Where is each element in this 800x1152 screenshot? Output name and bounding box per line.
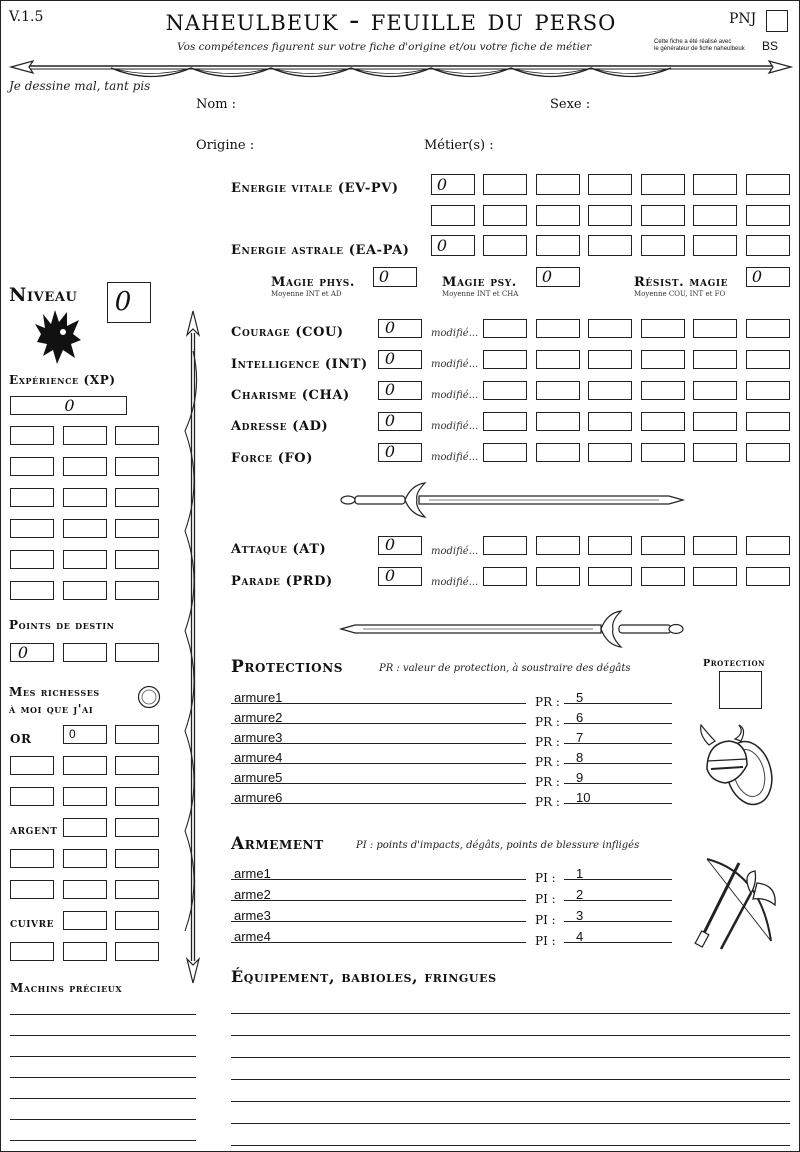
sword-icon [339,479,685,521]
stat-modifier-box[interactable] [588,381,632,400]
stat-modifier-box[interactable] [641,319,685,338]
ea-box[interactable] [693,235,737,256]
stat-value: 0 [384,349,396,368]
stat-modifier-box[interactable] [536,350,580,369]
combat-modifier-box[interactable] [693,536,737,555]
combat-modifier-box[interactable] [536,536,580,555]
stat-modifier-box[interactable] [693,319,737,338]
armor-name: armure1 [234,690,283,705]
ev-box[interactable] [431,205,475,226]
or-label: OR [10,732,32,746]
or-box[interactable] [10,756,54,775]
armor-line[interactable] [231,803,526,804]
equipment-line[interactable] [231,1079,790,1080]
ev-box[interactable] [641,174,685,195]
ea-box[interactable] [431,235,475,256]
ev-value: 0 [436,175,448,194]
ev-label: Energie vitale (EV-PV) [231,181,399,196]
weapon-pi-line[interactable] [564,900,672,901]
stat-modifier-box[interactable] [641,381,685,400]
armor-pr-line[interactable] [564,803,672,804]
stat-modifier-box[interactable] [536,381,580,400]
ev-box[interactable] [746,205,790,226]
weapon-pi: 1 [576,866,584,881]
combat-modifier-box[interactable] [536,567,580,586]
combat-modifier-box[interactable] [483,567,527,586]
magie-phys-box[interactable] [373,267,417,287]
resist-magie-value: 0 [751,267,763,286]
ev-box[interactable] [536,205,580,226]
armor-pr: 8 [576,750,584,765]
origine-label: Origine : [196,138,255,153]
modifier-label: modifié... [431,328,479,339]
armor-pr: 5 [576,690,584,705]
armor-line[interactable] [231,763,526,764]
combat-value: 0 [384,535,396,554]
stat-value-box[interactable] [378,443,422,462]
ev-box[interactable] [483,205,527,226]
magie-psy-value: 0 [541,267,553,286]
stat-value: 0 [384,380,396,399]
armor-line[interactable] [231,743,526,744]
argent-box[interactable] [115,880,159,899]
weapon-line[interactable] [231,942,526,943]
combat-label: Attaque (AT) [231,542,327,557]
xp-box[interactable] [63,457,107,476]
argent-box[interactable] [115,849,159,868]
or-box[interactable] [115,725,159,744]
armor-line[interactable] [231,703,526,704]
modifier-label: modifié... [431,390,479,401]
stat-modifier-box[interactable] [746,319,790,338]
cuivre-box[interactable] [10,942,54,961]
pi-label: PI : [535,892,556,906]
armor-pr-line[interactable] [564,743,672,744]
argent-box[interactable] [10,849,54,868]
combat-modifier-box[interactable] [483,536,527,555]
destin-box[interactable] [10,643,54,662]
xp-box[interactable] [115,457,159,476]
weapon-pi: 4 [576,929,584,944]
combat-value: 0 [384,566,396,585]
weapon-name: arme3 [234,908,271,923]
xp-total-box[interactable] [10,396,127,415]
ev-box[interactable] [483,174,527,195]
stat-modifier-box[interactable] [746,443,790,462]
xp-box[interactable] [115,488,159,507]
sword-icon [339,609,685,649]
magie-phys-label: Magie phys. [271,275,355,290]
sheet-title: naheulbeuk - feuille du perso [165,3,617,38]
argent-box[interactable] [115,818,159,837]
armor-name: armure6 [234,790,283,805]
xp-box[interactable] [10,426,54,445]
pr-label: PR : [535,715,560,729]
stat-modifier-box[interactable] [588,319,632,338]
armor-line[interactable] [231,723,526,724]
equipment-line[interactable] [231,1013,790,1014]
combat-modifier-box[interactable] [693,567,737,586]
or-box[interactable] [10,787,54,806]
protections-note: PR : valeur de protection, à soustraire des dégâts [379,663,631,674]
niveau-label: Niveau [9,284,78,306]
protection-total-label: Protection [703,658,766,669]
combat-modifier-box[interactable] [746,536,790,555]
stat-modifier-box[interactable] [588,412,632,431]
ev-box[interactable] [536,174,580,195]
armor-line[interactable] [231,783,526,784]
xp-box[interactable] [10,519,54,538]
cuivre-box[interactable] [115,911,159,930]
stat-modifier-box[interactable] [746,350,790,369]
pi-label: PI : [535,871,556,885]
richesses-label-2: à moi que j'ai [9,702,94,716]
ea-box[interactable] [588,235,632,256]
equipment-line[interactable] [231,1101,790,1102]
nom-label: Nom : [196,97,237,112]
cuivre-box[interactable] [115,942,159,961]
generator-note [654,39,745,53]
stat-modifier-box[interactable] [641,443,685,462]
weapon-line[interactable] [231,879,526,880]
xp-box[interactable] [10,457,54,476]
magie-psy-sub: Moyenne INT et CHA [442,290,519,298]
stat-modifier-box[interactable] [693,443,737,462]
argent-box[interactable] [10,880,54,899]
xp-box[interactable] [115,581,159,600]
dragon-icon [35,306,83,366]
argent-label: ARGENT [10,827,58,837]
weapon-name: arme4 [234,929,271,944]
stat-modifier-box[interactable] [588,443,632,462]
modifier-label: modifié... [431,577,479,588]
generator-note-line2: le générateur de fiche naheulbeuk [654,46,745,52]
sexe-label: Sexe : [550,97,591,112]
argent-box[interactable] [63,849,107,868]
armor-pr-line[interactable] [564,723,672,724]
precious-line[interactable] [10,1056,196,1057]
richesses-label-1: Mes richesses [9,685,100,699]
xp-box[interactable] [10,550,54,569]
ea-value: 0 [436,236,448,255]
ev-box[interactable] [588,174,632,195]
destin-box[interactable] [115,643,159,662]
xp-box[interactable] [115,550,159,569]
ea-box[interactable] [536,235,580,256]
stat-modifier-box[interactable] [693,350,737,369]
ev-box[interactable] [588,205,632,226]
stat-modifier-box[interactable] [536,443,580,462]
xp-box[interactable] [115,426,159,445]
armor-pr-line[interactable] [564,783,672,784]
combat-modifier-box[interactable] [588,567,632,586]
equipment-line[interactable] [231,1035,790,1036]
destin-value: 0 [17,643,29,662]
stat-value: 0 [384,442,396,461]
protection-total-box[interactable] [719,671,762,709]
stat-modifier-box[interactable] [536,319,580,338]
argent-box[interactable] [63,880,107,899]
ev-box[interactable] [431,174,475,195]
pr-label: PR : [535,795,560,809]
stat-modifier-box[interactable] [746,381,790,400]
armor-pr: 9 [576,770,584,785]
generator-note-line1: Cette fiche a été réalisé avec [654,39,732,45]
armement-title: Armement [231,834,324,854]
crossed-weapons-icon [691,853,781,951]
weapon-pi: 2 [576,887,584,902]
armor-pr: 6 [576,710,584,725]
or-value: 0 [69,727,76,741]
xp-box[interactable] [115,519,159,538]
stat-modifier-box[interactable] [483,319,527,338]
pi-label: PI : [535,934,556,948]
or-box[interactable] [63,787,107,806]
or-box[interactable] [115,787,159,806]
stat-modifier-box[interactable] [693,381,737,400]
stat-label: Force (FO) [231,451,313,466]
stat-value-box[interactable] [378,412,422,431]
argent-box[interactable] [63,818,107,837]
combat-value-box[interactable] [378,536,422,555]
armor-name: armure2 [234,710,283,725]
pr-label: PR : [535,695,560,709]
stat-modifier-box[interactable] [746,412,790,431]
armor-pr-line[interactable] [564,763,672,764]
helmet-shield-icon [695,725,779,811]
xp-box[interactable] [63,550,107,569]
armor-name: armure4 [234,750,283,765]
armement-note: PI : points d'impacts, dégâts, points de blessure infligés [356,840,640,851]
stat-modifier-box[interactable] [536,412,580,431]
stat-value-box[interactable] [378,319,422,338]
coin-icon [137,685,161,709]
combat-label: Parade (PRD) [231,574,333,589]
destin-box[interactable] [63,643,107,662]
xp-box[interactable] [10,581,54,600]
pi-label: PI : [535,913,556,927]
equipment-line[interactable] [231,1123,790,1124]
weapon-line[interactable] [231,921,526,922]
xp-value: 0 [64,396,75,415]
cuivre-box[interactable] [63,911,107,930]
ea-box[interactable] [483,235,527,256]
xp-box[interactable] [63,426,107,445]
weapon-pi-line[interactable] [564,879,672,880]
combat-modifier-box[interactable] [588,536,632,555]
weapon-pi-line[interactable] [564,942,672,943]
combat-modifier-box[interactable] [746,567,790,586]
precious-line[interactable] [10,1140,196,1141]
stat-modifier-box[interactable] [483,350,527,369]
pr-label: PR : [535,735,560,749]
precious-line[interactable] [10,1035,196,1036]
modifier-label: modifié... [431,452,479,463]
or-box[interactable] [63,756,107,775]
weapon-pi-line[interactable] [564,921,672,922]
or-box[interactable] [115,756,159,775]
weapon-pi: 3 [576,908,584,923]
drawing-note: Je dessine mal, tant pis [9,79,151,93]
pr-label: PR : [535,775,560,789]
combat-value-box[interactable] [378,567,422,586]
stat-value: 0 [384,318,396,337]
precious-line[interactable] [10,1077,196,1078]
equipment-line[interactable] [231,1145,790,1146]
magie-psy-label: Magie psy. [442,275,517,290]
destin-label: Points de destin [9,618,115,632]
generator-code: BS [762,39,779,53]
precious-line[interactable] [10,1098,196,1099]
xp-box[interactable] [10,488,54,507]
machins-precieux-label: Machins précieux [10,981,123,995]
stat-value: 0 [384,411,396,430]
version-label: V.1.5 [9,9,44,25]
or-box[interactable] [63,725,107,744]
equipment-line[interactable] [231,1057,790,1058]
resist-magie-box[interactable] [746,267,790,287]
armor-pr: 7 [576,730,584,745]
modifier-label: modifié... [431,546,479,557]
armor-name: armure3 [234,730,283,745]
modifier-label: modifié... [431,359,479,370]
combat-modifier-box[interactable] [641,567,685,586]
pr-label: PR : [535,755,560,769]
ev-box[interactable] [641,205,685,226]
armor-pr-line[interactable] [564,703,672,704]
xp-box[interactable] [63,581,107,600]
stat-label: Adresse (AD) [231,419,329,434]
modifier-label: modifié... [431,421,479,432]
protections-title: Protections [231,657,344,677]
stat-modifier-box[interactable] [641,350,685,369]
stat-value-box[interactable] [378,381,422,400]
xp-box[interactable] [63,519,107,538]
pnj-checkbox[interactable] [766,10,788,32]
stat-modifier-box[interactable] [483,381,527,400]
stat-value-box[interactable] [378,350,422,369]
ea-box[interactable] [746,235,790,256]
stat-modifier-box[interactable] [483,443,527,462]
cuivre-label: CUIVRE [10,920,55,930]
stat-modifier-box[interactable] [693,412,737,431]
ea-label: Energie astrale (EA-PA) [231,243,410,258]
magie-psy-box[interactable] [536,267,580,287]
sheet-subtitle: Vos compétences figurent sur votre fiche d'origine et/ou votre fiche de métier [177,41,592,53]
experience-label: Expérience (XP) [9,373,116,387]
weapon-name: arme2 [234,887,271,902]
ev-box[interactable] [693,174,737,195]
metier-label: Métier(s) : [424,138,494,153]
niveau-value: 0 [114,287,132,317]
weapon-line[interactable] [231,900,526,901]
vertical-spear-icon [181,311,205,983]
equipement-title: Équipement, babioles, fringues [231,967,497,986]
weapon-name: arme1 [234,866,271,881]
ev-box[interactable] [746,174,790,195]
resist-magie-sub: Moyenne COU, INT et FO [634,290,726,298]
precious-line[interactable] [10,1119,196,1120]
cuivre-box[interactable] [63,942,107,961]
combat-modifier-box[interactable] [641,536,685,555]
armor-pr: 10 [576,790,591,805]
resist-magie-label: Résist. magie [634,275,729,290]
armor-name: armure5 [234,770,283,785]
ea-box[interactable] [641,235,685,256]
stat-modifier-box[interactable] [588,350,632,369]
stat-modifier-box[interactable] [641,412,685,431]
stat-label: Intelligence (INT) [231,357,368,372]
niveau-box[interactable] [107,282,151,323]
ev-box[interactable] [693,205,737,226]
pnj-label: PNJ [729,11,757,27]
magie-phys-value: 0 [378,267,390,286]
stat-label: Charisme (CHA) [231,388,350,403]
stat-modifier-box[interactable] [483,412,527,431]
stat-label: Courage (COU) [231,325,344,340]
magie-phys-sub: Moyenne INT et AD [271,290,342,298]
xp-box[interactable] [63,488,107,507]
precious-line[interactable] [10,1014,196,1015]
